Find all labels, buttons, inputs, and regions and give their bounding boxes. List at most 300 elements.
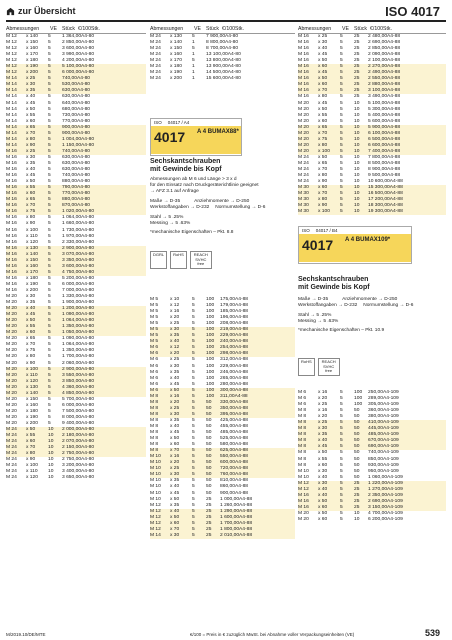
table-cell: 6 000,00A4-80 [62,70,95,76]
table-cell: x 65 [26,336,36,342]
table-cell: x 150 [170,46,182,52]
table-cell: 5 [340,420,343,426]
table-cell: M 16 [6,154,17,160]
table-cell: 50 [354,426,360,432]
table-cell: M 24 [298,167,309,173]
table-cell: 850,00A4-109 [368,456,399,462]
table-cell: 100 [206,327,215,333]
table-cell: 50 [206,417,212,423]
table-cell: x 50 [318,154,328,160]
table-cell: x 35 [170,333,180,339]
table-cell: 3 990,00A4-80 [62,52,95,58]
table-cell: M 20 [6,342,17,348]
table-cell: 8 000,00A4-80 [62,414,95,420]
table-cell: x 45 [170,490,180,496]
table-cell: M 6 [150,357,159,363]
table-cell: x 75 [318,136,328,142]
table-cell: 50 [206,460,212,466]
table-cell: x 50 [170,436,180,442]
table-cell: 17 200,00A4-88 [368,197,403,203]
table-cell: 2 550,00A4-88 [368,76,401,82]
box-title: A 4 BUMAX109* [345,237,391,243]
table-cell: x 35 [170,502,180,508]
table-cell: 289,00A4-109 [368,396,399,402]
table-cell: 3 350,00A4-80 [62,257,95,263]
table-cell: M 6 [150,381,159,387]
table-cell: 3 600,00A4-80 [62,263,95,269]
table-cell: M 16 [6,287,17,293]
table-cell: M 5 [150,297,159,302]
table-cell: 185,00A4-88 [220,309,249,315]
table-cell: M 24 [6,469,17,475]
table-cell: 5 [192,393,195,399]
table-cell: M 6 [150,351,159,357]
table-cell: 5 [48,342,51,348]
table-col-2 [150,24,295,82]
table-cell: 2 070,00A4-80 [62,439,95,445]
table-cell: 50 [206,466,212,472]
table-cell: 5 900,00A4-88 [368,124,401,130]
table-cell: 2 330,00A4-80 [62,239,95,245]
table-cell: 5 [340,402,343,408]
table-cell: 50 [354,444,360,450]
table-cell: M 16 [6,203,17,209]
table-cell: 15 300,00A4-88 [368,185,403,191]
header-ve: VE [194,25,201,32]
desc-link[interactable]: Anziehmomente → D-250 [194,199,250,204]
table-cell: 5 [340,390,343,395]
table-cell: 13 900,00A4-80 [206,64,241,70]
table-cell: 2 180,00A4-80 [62,433,95,439]
table-cell: 5 [340,396,343,402]
desc-line: für den Einsatz nach Druckgeräterichtlinie geeignet [150,183,259,188]
table-cell: M 8 [150,442,159,448]
table-cell: M 12 [150,508,161,514]
table-cell: 5 [48,94,51,100]
table-cell: 5 [48,287,51,293]
table-cell: 1 090,00A4-80 [62,336,95,342]
desc-link[interactable]: Werkstoffangaben → D-232 [150,205,210,210]
desc-link[interactable]: Werkstoffangaben → D-232 [298,303,358,308]
table-cell: 5 [192,436,195,442]
table-cell: 5 [48,306,51,312]
desc-link[interactable]: → AFZ 3.1 auf Anfrage [150,189,199,194]
table-cell: 6 500,00A4-88 [368,136,401,142]
table-cell: M 14 [6,142,17,148]
table-cell: M 20 [6,390,17,396]
table-cell: x 40 [318,474,328,480]
table-cell: M 8 [150,399,159,405]
header-dimensions: Abmessungen [6,25,40,32]
table-cell: 5 [48,402,51,408]
table-cell: 229,00A4-88 [220,363,249,369]
table-cell: M 20 [6,294,17,300]
table-cell: M 20 [6,396,17,402]
table-cell: 5 [340,191,343,197]
table-cell: 5 [48,154,51,160]
table-cell: 10 [354,154,360,160]
table-cell: x 65 [26,197,36,203]
table-cell: 10 [354,167,360,173]
table-cell: 5 [340,100,343,106]
table-cell: 4 850,00A4-80 [62,390,95,396]
table-cell: 13 100,00A4-80 [206,52,241,58]
table-cell: 5 [192,58,195,64]
table-cell: 5 [48,76,51,82]
table-cell: 2 850,00A4-80 [62,40,95,46]
table-cell: 4 700,00A4-109 [368,510,403,516]
table-cell: 1 004,00A4-80 [62,136,95,142]
table-cell: 5 [340,88,343,94]
table-cell: 5 [48,191,51,197]
table-cell: M 16 [6,221,17,227]
table-cell: 5 [48,160,51,166]
table-cell: M 24 [6,439,17,445]
table-cell: 5 [192,375,195,381]
table-cell: x 25 [170,405,180,411]
table-cell: 485,00A4-109 [368,432,399,438]
table-cell: 25 [206,514,212,520]
table-cell: 25 [354,480,360,486]
table-cell: M 16 [298,88,309,94]
table-cell: 5 [48,336,51,342]
table-cell: 630,00A4-80 [62,88,91,94]
table-cell: M 16 [6,233,17,239]
table-cell: 50 [354,468,360,474]
table-cell: 5 [340,408,343,414]
table-cell: M 16 [298,492,309,498]
table-cell: M 20 [298,148,309,154]
box-code: 04017 / B4 [315,227,338,233]
table-body [298,34,446,215]
table-cell: 265,00A4-88 [220,375,249,381]
table-cell: M 20 [298,106,309,112]
table-cell: 5 [192,351,195,357]
table-cell: x 55 [26,433,36,439]
table-cell: 790,00A4-80 [62,185,91,191]
table-cell: 311,00A4-88 [220,393,248,399]
badges [298,358,340,376]
table-cell: 5 [340,498,343,504]
table-cell: 5 [192,430,195,436]
table-cell: M 8 [298,426,307,432]
table-cell: x 20 [170,399,180,405]
table-cell: M 16 [6,275,17,281]
desc-link[interactable]: Messing → 5 .63% [298,319,339,324]
table-cell: 50 [206,399,212,405]
table-cell: 5 [48,227,51,233]
table-cell: x 20 [318,414,328,420]
table-cell: 5 [48,263,51,269]
desc-title [298,276,370,292]
table-cell: 10 [354,130,360,136]
table-cell: 5 300,00A4-88 [368,106,401,112]
table-cell: 5 [48,360,51,366]
table-cell: x 10 [170,297,180,302]
table-cell: M 24 [150,76,161,82]
table-cell: M 5 [150,327,159,333]
table-cell: x 55 [318,456,328,462]
table-cell: 445,00A4-109 [368,426,399,432]
table-cell: 5 [340,432,343,438]
table-cell: x 16 [318,390,328,395]
table-cell: 5 [48,197,51,203]
table-cell: 5 [192,520,195,526]
table-cell: 6 100,00A4-88 [368,130,401,136]
table-cell: 5 [48,179,51,185]
table-cell: 50 [354,462,360,468]
table-cell: x 190 [26,414,38,420]
table-cell: 455,00A4-88 [220,423,249,429]
table-cell: 1 800,00A4-88 [220,526,253,532]
table-row [150,76,295,82]
table-cell: 5 [340,468,343,474]
table-cell: 5 [340,450,343,456]
table-cell: x 16 [318,408,328,414]
table-cell: 5 [192,496,195,502]
table-cell: M 14 [6,136,17,142]
table-cell: 5 [340,94,343,100]
table-cell: 8 700,00A4-80 [206,46,239,52]
table-cell: M 16 [6,197,17,203]
table-cell: 10 [354,148,360,154]
table-cell: 10 [354,106,360,112]
table-cell: 100 [206,357,215,363]
header-dimensions: Abmessungen [150,25,184,32]
table-cell: 5 [340,185,343,191]
table-cell: 179,00A4-88 [220,303,249,309]
table-cell: 5 [192,417,195,423]
table-cell: M 20 [6,408,17,414]
table-cell: 50 [354,408,360,414]
table-cell: 1 270,00A4-109 [368,486,403,492]
table-cell: 5 [48,136,51,142]
table-cell: 1 730,00A4-80 [62,227,95,233]
table-cell: 9 500,00A4-88 [368,173,401,179]
table-cell: 4 360,00A4-80 [62,384,95,390]
table-cell: 5 [340,130,343,136]
table-cell: 1 350,00A4-80 [62,348,95,354]
table-cell: 690,00A4-109 [368,444,399,450]
table-cell: 740,00A4-80 [62,173,91,179]
table-cell: x 30 [26,294,36,300]
table-cell: 5 700,00A4-80 [62,396,95,402]
table-cell: 1 020,00A4-80 [62,209,95,215]
desc-link[interactable]: Normumstellung → D-6 [363,303,414,308]
table-cell: 810,00A4-88 [220,478,249,484]
table-cell: M 24 [6,463,17,469]
table-cell: 25 [206,508,212,514]
table-cell: M 14 [6,94,17,100]
table-cell: 5 [340,197,343,203]
table-cell: 50 [206,423,212,429]
table-cell: 5 [48,251,51,257]
table-cell: 50 [354,420,360,426]
table-cell: M 14 [150,532,161,538]
table-cell: x 40 [170,339,180,345]
table-cell: 2 060,00A4-80 [62,360,95,366]
table-cell: x 45 [318,100,328,106]
table-cell: 330,00A4-88 [220,399,249,405]
table-cell: M 20 [6,324,17,330]
table-cell: 1 970,00A4-80 [62,233,95,239]
page-number: 539 [424,628,440,638]
table-cell: 5 [192,303,195,309]
table-cell: x 190 [26,64,38,70]
desc-link[interactable]: Normumstellung → D-6 [215,205,266,210]
table-cell: 5 [192,309,195,315]
table-cell: 1 [192,52,195,58]
table-cell: 5 [340,40,343,46]
table-cell: x 20 [170,460,180,466]
table-cell: 10 [354,197,360,203]
table-cell: 5 [48,106,51,112]
table-cell: 485,00A4-88 [220,430,249,436]
table-cell: x 70 [318,167,328,173]
table-cell: M 20 [6,366,17,372]
table-cell: M 6 [150,375,159,381]
table-cell: x 70 [318,130,328,136]
table-cell: M 6 [150,363,159,369]
table-row [150,533,295,539]
back-link[interactable] [6,6,76,16]
desc-link[interactable]: Messing → 5 .63% [150,221,191,226]
table-cell: 4 750,00A4-80 [62,269,95,275]
desc-link[interactable]: Stahl → 5 .25% [150,215,184,220]
table-cell: x 40 [170,484,180,490]
header-price: €/100Stk. [222,25,244,32]
table-cell: 5 [340,160,343,166]
table-cell: x 30 [318,468,328,474]
table-cell: x 60 [170,442,180,448]
table-cell: M 8 [150,417,159,423]
header-qty: Stück [206,25,219,32]
table-cell: 5 [48,185,51,191]
table-cell: 5 [192,442,195,448]
box-tag: ISO [154,119,162,125]
table-cell: 15 600,00A4-80 [206,76,241,82]
desc-link[interactable]: Maße → D-35 [150,199,181,204]
table-cell: x 45 [26,173,36,179]
table-cell: 5 [340,516,343,522]
badges [150,251,212,269]
table-cell: x 30 [170,472,180,478]
table-cell: 2 480,00A4-88 [368,34,401,39]
table-cell: x 60 [26,118,36,124]
table-cell: 5 [48,124,51,130]
table-cell: M 14 [6,76,17,82]
desc-link[interactable]: Stahl → 5 .25% [298,313,332,318]
header-dimensions: Abmessungen [298,25,332,32]
table-cell: x 90 [318,203,328,209]
table-cell: x 80 [318,142,328,148]
table-cell: 10 [48,433,54,439]
table-cell: 5 [48,245,51,251]
table-cell: 14 500,00A4-80 [206,70,241,76]
table-cell: x 75 [26,348,36,354]
table-cell: 5 [48,372,51,378]
table-cell: 5 [340,492,343,498]
table-cell: M 16 [6,191,17,197]
table-cell: M 12 [6,34,17,39]
table-cell: 16 500,00A4-88 [368,191,403,197]
table-cell: 5 [340,148,343,154]
table-cell: x 170 [26,52,38,58]
table-cell: 5 [340,58,343,64]
table-cell: 5 [192,399,195,405]
table-cell: M 5 [150,303,159,309]
table-cell: M 12 [150,514,161,520]
table-cell: 5 [48,233,51,239]
table-cell: M 20 [6,354,17,360]
table-cell: 5 [192,526,195,532]
table-cell: M 8 [298,444,307,450]
desc-link[interactable]: Maße → D-35 [298,297,329,302]
table-cell: M 10 [150,472,161,478]
table-cell: 5 [340,52,343,58]
table-cell: 5 [192,315,195,321]
table-cell: M 8 [298,408,307,414]
table-cell: 10 [354,510,360,516]
table-cell: M 16 [6,251,17,257]
table-cell: x 45 [26,100,36,106]
table-cell: 25 [206,520,212,526]
table-cell: 50 [206,454,212,460]
table-cell: M 16 [6,185,17,191]
table-cell: M 10 [150,454,161,460]
table-cell: M 16 [6,227,17,233]
table-cell: 100 [206,339,215,345]
table-cell: 305,00A4-109 [368,402,399,408]
table-cell: M 20 [6,378,17,384]
badge-rohs: RoHS [170,251,187,269]
table-cell: 2 690,00A4-109 [368,498,403,504]
table-cell: x 140 [170,40,182,46]
table-cell: x 70 [26,342,36,348]
table-cell: 2 010,00A4-88 [220,532,253,538]
table-cell: x 190 [170,70,182,76]
table-cell: M 8 [298,414,307,420]
table-cell: 25 [206,532,212,538]
table-cell: 2 750,00A4-80 [62,451,95,457]
table-cell: 5 [340,106,343,112]
table-cell: 5 [48,366,51,372]
desc-link[interactable]: Anziehmomente → D-250 [342,297,398,302]
table-cell: 50 [354,456,360,462]
box-tag: ISO [302,227,310,233]
table-cell: M 16 [6,239,17,245]
table-cell: 25 [354,94,360,100]
table-cell: x 80 [318,173,328,179]
table-cell: x 40 [318,438,328,444]
table-cell: 5 [192,46,195,52]
table-cell: M 24 [150,52,161,58]
table-cell: 5 [192,363,195,369]
table-cell: M 16 [6,209,17,215]
table-cell: M 8 [298,450,307,456]
table-cell: M 10 [150,460,161,466]
table-cell: M 24 [298,160,309,166]
table-cell: 5 [192,423,195,429]
table-cell: x 60 [318,504,328,510]
table-cell: x 70 [318,191,328,197]
table-col-1 [6,24,146,481]
badge-rohs: RoHS [298,358,315,376]
table-cell: x 90 [26,142,36,148]
table-cell: 50 [206,448,212,454]
table-cell: x 160 [26,402,38,408]
table-cell: 10 [354,136,360,142]
